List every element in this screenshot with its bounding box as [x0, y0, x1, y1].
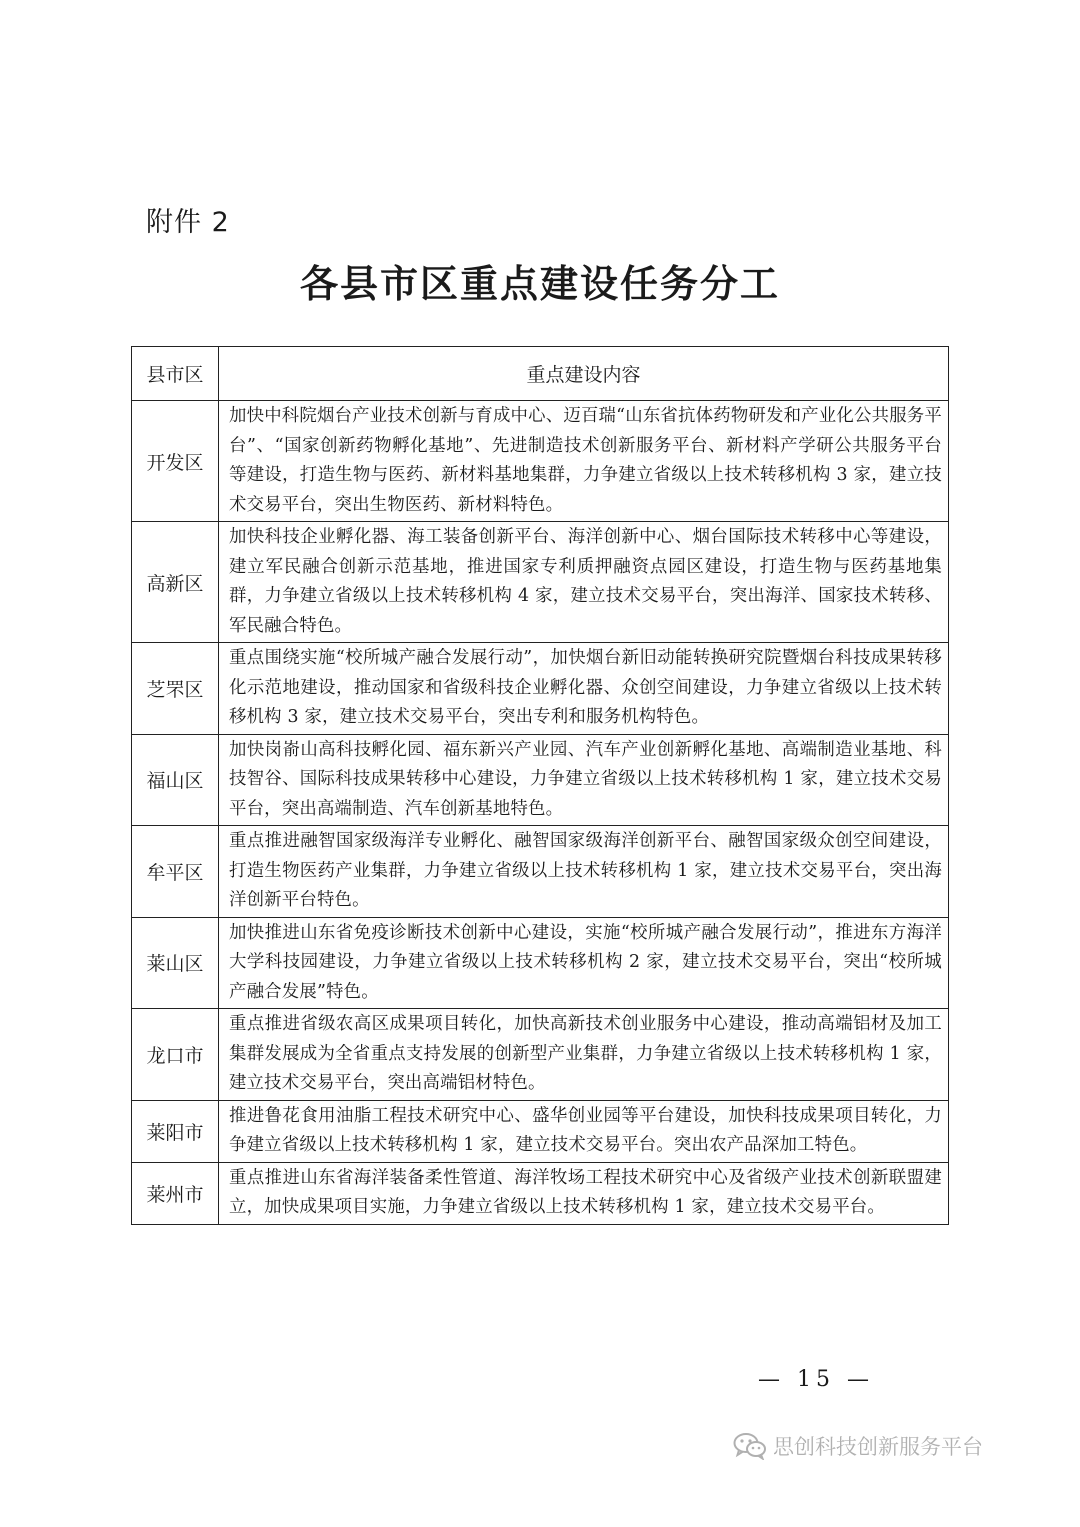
task-table: [131, 346, 949, 1225]
header-content: 重点建设内容: [219, 347, 949, 401]
table-row: [132, 401, 949, 522]
content-cell: 加快科技企业孵化器、海工装备创新平台、海洋创新中心、烟台国际技术转移中心等建设，建立军民融合创新示范基地，推进国家专利质押融资点园区建设，打造生物与医药基地集群，力争建立省级以上技术转移机构 4 家，建立技术交易平台，突出海洋、国家技术转移、军民融合特色。: [219, 522, 949, 643]
district-cell: 福山区: [132, 734, 219, 826]
table-row: [132, 917, 949, 1009]
district-cell: 莱山区: [132, 917, 219, 1009]
watermark-text: 思创科技创新服务平台: [773, 1435, 983, 1459]
content-cell: 重点推进省级农高区成果项目转化，加快高新技术创业服务中心建设，推动高端铝材及加工集群发展成为全省重点支持发展的创新型产业集群，力争建立省级以上技术转移机构 1 家，建立技术交易平台，突出高端铝材特色。: [219, 1009, 949, 1101]
table-row: [132, 826, 949, 918]
district-cell: 莱州市: [132, 1162, 219, 1224]
content-cell: 重点围绕实施“校所城产融合发展行动”，加快烟台新旧动能转换研究院暨烟台科技成果转移化示范地建设，推动国家和省级科技企业孵化器、众创空间建设，力争建立省级以上技术转移机构 3 家，建立技术交易平台，突出专利和服务机构特色。: [219, 643, 949, 735]
attachment-label: 附件 2: [146, 207, 230, 238]
content-cell: 重点推进山东省海洋装备柔性管道、海洋牧场工程技术研究中心及省级产业技术创新联盟建立，加快成果项目实施，力争建立省级以上技术转移机构 1 家，建立技术交易平台。: [219, 1162, 949, 1224]
district-cell: 牟平区: [132, 826, 219, 918]
table-row: [132, 522, 949, 643]
district-cell: 莱阳市: [132, 1100, 219, 1162]
table-row: [132, 1162, 949, 1224]
district-cell: 芝罘区: [132, 643, 219, 735]
table-row: [132, 643, 949, 735]
document-title: 各县市区重点建设任务分工: [299, 262, 780, 306]
district-cell: 开发区: [132, 401, 219, 522]
district-cell: 龙口市: [132, 1009, 219, 1101]
table-header-row: [132, 347, 949, 401]
table-row: [132, 1009, 949, 1101]
watermark: [733, 1431, 983, 1461]
table-row: [132, 734, 949, 826]
content-cell: 加快推进山东省免疫诊断技术创新中心建设，实施“校所城产融合发展行动”，推进东方海洋大学科技园建设，力争建立省级以上技术转移机构 2 家，建立技术交易平台，突出“校所城产融合发展”特色。: [219, 917, 949, 1009]
content-cell: 重点推进融智国家级海洋专业孵化、融智国家级海洋创新平台、融智国家级众创空间建设，打造生物医药产业集群，力争建立省级以上技术转移机构 1 家，建立技术交易平台，突出海洋创新平台特色。: [219, 826, 949, 918]
content-cell: 加快岗嵛山高科技孵化园、福东新兴产业园、汽车产业创新孵化基地、高端制造业基地、科技智谷、国际科技成果转移中心建设，力争建立省级以上技术转移机构 1 家，建立技术交易平台，突出高端制造、汽车创新基地特色。: [219, 734, 949, 826]
page-number: — 15 —: [758, 1367, 874, 1392]
content-cell: 加快中科院烟台产业技术创新与育成中心、迈百瑞“山东省抗体药物研发和产业化公共服务平台”、“国家创新药物孵化基地”、先进制造技术创新服务平台、新材料产学研公共服务平台等建设，打造生物与医药、新材料基地集群，力争建立省级以上技术转移机构 3 家，建立技术交易平台，突出生物医药、新材料特色。: [219, 401, 949, 522]
wechat-icon: [733, 1432, 767, 1460]
table-row: [132, 1100, 949, 1162]
content-cell: 推进鲁花食用油脂工程技术研究中心、盛华创业园等平台建设，加快科技成果项目转化，力争建立省级以上技术转移机构 1 家，建立技术交易平台。突出农产品深加工特色。: [219, 1100, 949, 1162]
header-district: 县市区: [132, 347, 219, 401]
district-cell: 高新区: [132, 522, 219, 643]
